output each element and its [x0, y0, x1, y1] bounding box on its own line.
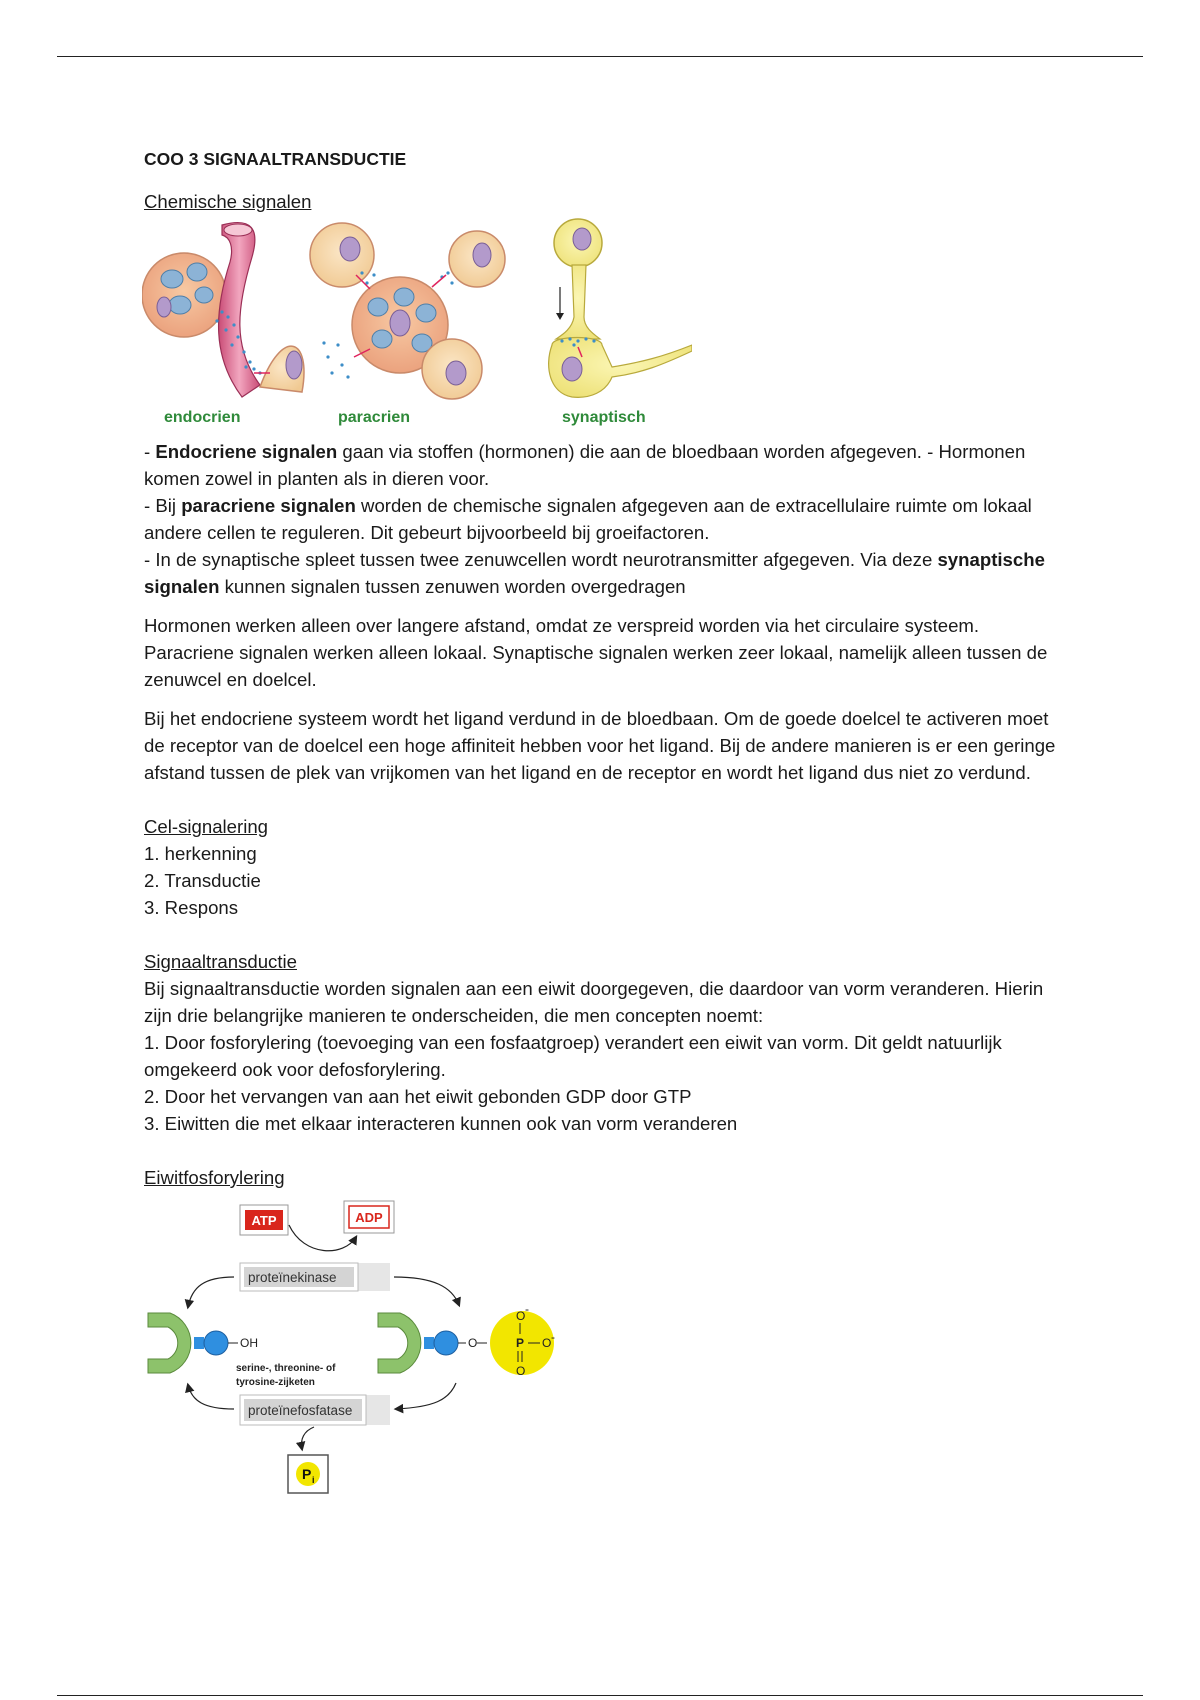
- phosphorylated-protein: [378, 1302, 555, 1378]
- list-item: 2. Transductie: [144, 870, 261, 891]
- list-item: 2. Door het vervangen van aan het eiwit gebonden GDP door GTP: [144, 1086, 692, 1107]
- svg-text:i: i: [312, 1475, 315, 1485]
- heading-chemische-signalen: Chemische signalen: [144, 191, 312, 212]
- endocrine-panel: [142, 223, 304, 426]
- paracrine-panel: [310, 223, 505, 426]
- label-synaptisch: synaptisch: [562, 409, 646, 426]
- svg-text:O: O: [516, 1309, 526, 1323]
- svg-text:P: P: [302, 1466, 312, 1482]
- svg-text:P: P: [516, 1336, 525, 1350]
- heading-signaaltransductie: Signaaltransductie: [144, 951, 297, 972]
- bullet-synaptisch: - In de synaptische spleet tussen twee zenuwcellen wordt neurotransmitter afgegeven. Via deze synaptische signalen kunnen signalen tussen zenuwen worden overgedragen: [144, 549, 1045, 597]
- list-item: 1. Door fosforylering (toevoeging van een fosfaatgroep) verandert een eiwit van vorm. Dit geldt natuurlijk omgekeerd ook voor defosforylering.: [144, 1032, 1002, 1080]
- bottom-rule: [57, 1695, 1143, 1696]
- svg-text:serine-, threonine- of: serine-, threonine- of: [236, 1363, 336, 1374]
- heading-cel-signalering: Cel-signalering: [144, 816, 269, 837]
- svg-text:O: O: [468, 1336, 478, 1350]
- paragraph-transductie-intro: Bij signaaltransductie worden signalen aan een eiwit doorgegeven, die daardoor van vorm veranderen. Hierin zijn drie belangrijke manieren te onderscheiden, die men concepten noemt:: [144, 978, 1044, 1026]
- kinase-label: [240, 1263, 390, 1291]
- document-title: COO 3 SIGNAALTRANSDUCTIE: [144, 149, 407, 169]
- svg-text:OH: OH: [240, 1336, 258, 1350]
- svg-text:ATP: ATP: [251, 1213, 277, 1228]
- label-paracrien: paracrien: [338, 409, 411, 426]
- svg-text:O: O: [542, 1336, 552, 1350]
- svg-text:O: O: [516, 1364, 526, 1378]
- svg-text:ADP: ADP: [355, 1210, 383, 1225]
- bullet-endocrien: - Endocriene signalen gaan via stoffen (hormonen) die aan de bloedbaan worden afgegeven. - Hormonen komen zowel in planten als in dieren voor.: [144, 441, 1026, 489]
- adp-box: [344, 1201, 394, 1233]
- document-content: [144, 146, 1074, 1513]
- signaling-types-figure: [142, 217, 692, 432]
- top-rule: [57, 56, 1143, 57]
- list-item: 1. herkenning: [144, 843, 257, 864]
- atp-box: [240, 1205, 288, 1235]
- svg-text:proteïnefosfatase: proteïnefosfatase: [248, 1403, 353, 1418]
- list-item: 3. Eiwitten die met elkaar interacteren kunnen ook van vorm veranderen: [144, 1113, 738, 1134]
- unphosphorylated-protein: [148, 1313, 336, 1388]
- svg-text:proteïnekinase: proteïnekinase: [248, 1270, 337, 1285]
- bullet-paracrien: - Bij paracriene signalen worden de chemische signalen afgegeven aan de extracellulaire ruimte om lokaal andere cellen te reguleren. Dit gebeurt bijvoorbeeld bij groeifactoren.: [144, 495, 1032, 543]
- heading-eiwitfosforylering: Eiwitfosforylering: [144, 1167, 285, 1188]
- inorganic-phosphate-box: [288, 1455, 328, 1493]
- list-item: 3. Respons: [144, 897, 239, 918]
- svg-text:-: -: [525, 1302, 529, 1316]
- label-endocrien: endocrien: [164, 409, 241, 426]
- paragraph-afstand: Hormonen werken alleen over langere afstand, omdat ze verspreid worden via het circulaire systeem. Paracriene signalen werken alleen lokaal. Synaptische signalen werken zeer lokaal, namelijk alleen tussen de zenuwcel en doelcel.: [144, 615, 1048, 690]
- synaptic-panel: [549, 219, 692, 426]
- fosfatase-label: [240, 1395, 390, 1425]
- paragraph-verdunning: Bij het endocriene systeem wordt het ligand verdund in de bloedbaan. Om de goede doelcel te activeren moet de receptor van de doelcel een hoge affiniteit hebben voor het ligand. Bij de andere manieren is er een geringe afstand tussen de plek van vrijkomen van het ligand en de receptor en wordt het ligand dus niet zo verdund.: [144, 708, 1056, 783]
- phosphorylation-figure: [144, 1195, 564, 1513]
- svg-text:-: -: [551, 1330, 555, 1344]
- svg-text:tyrosine-zijketen: tyrosine-zijketen: [236, 1377, 315, 1388]
